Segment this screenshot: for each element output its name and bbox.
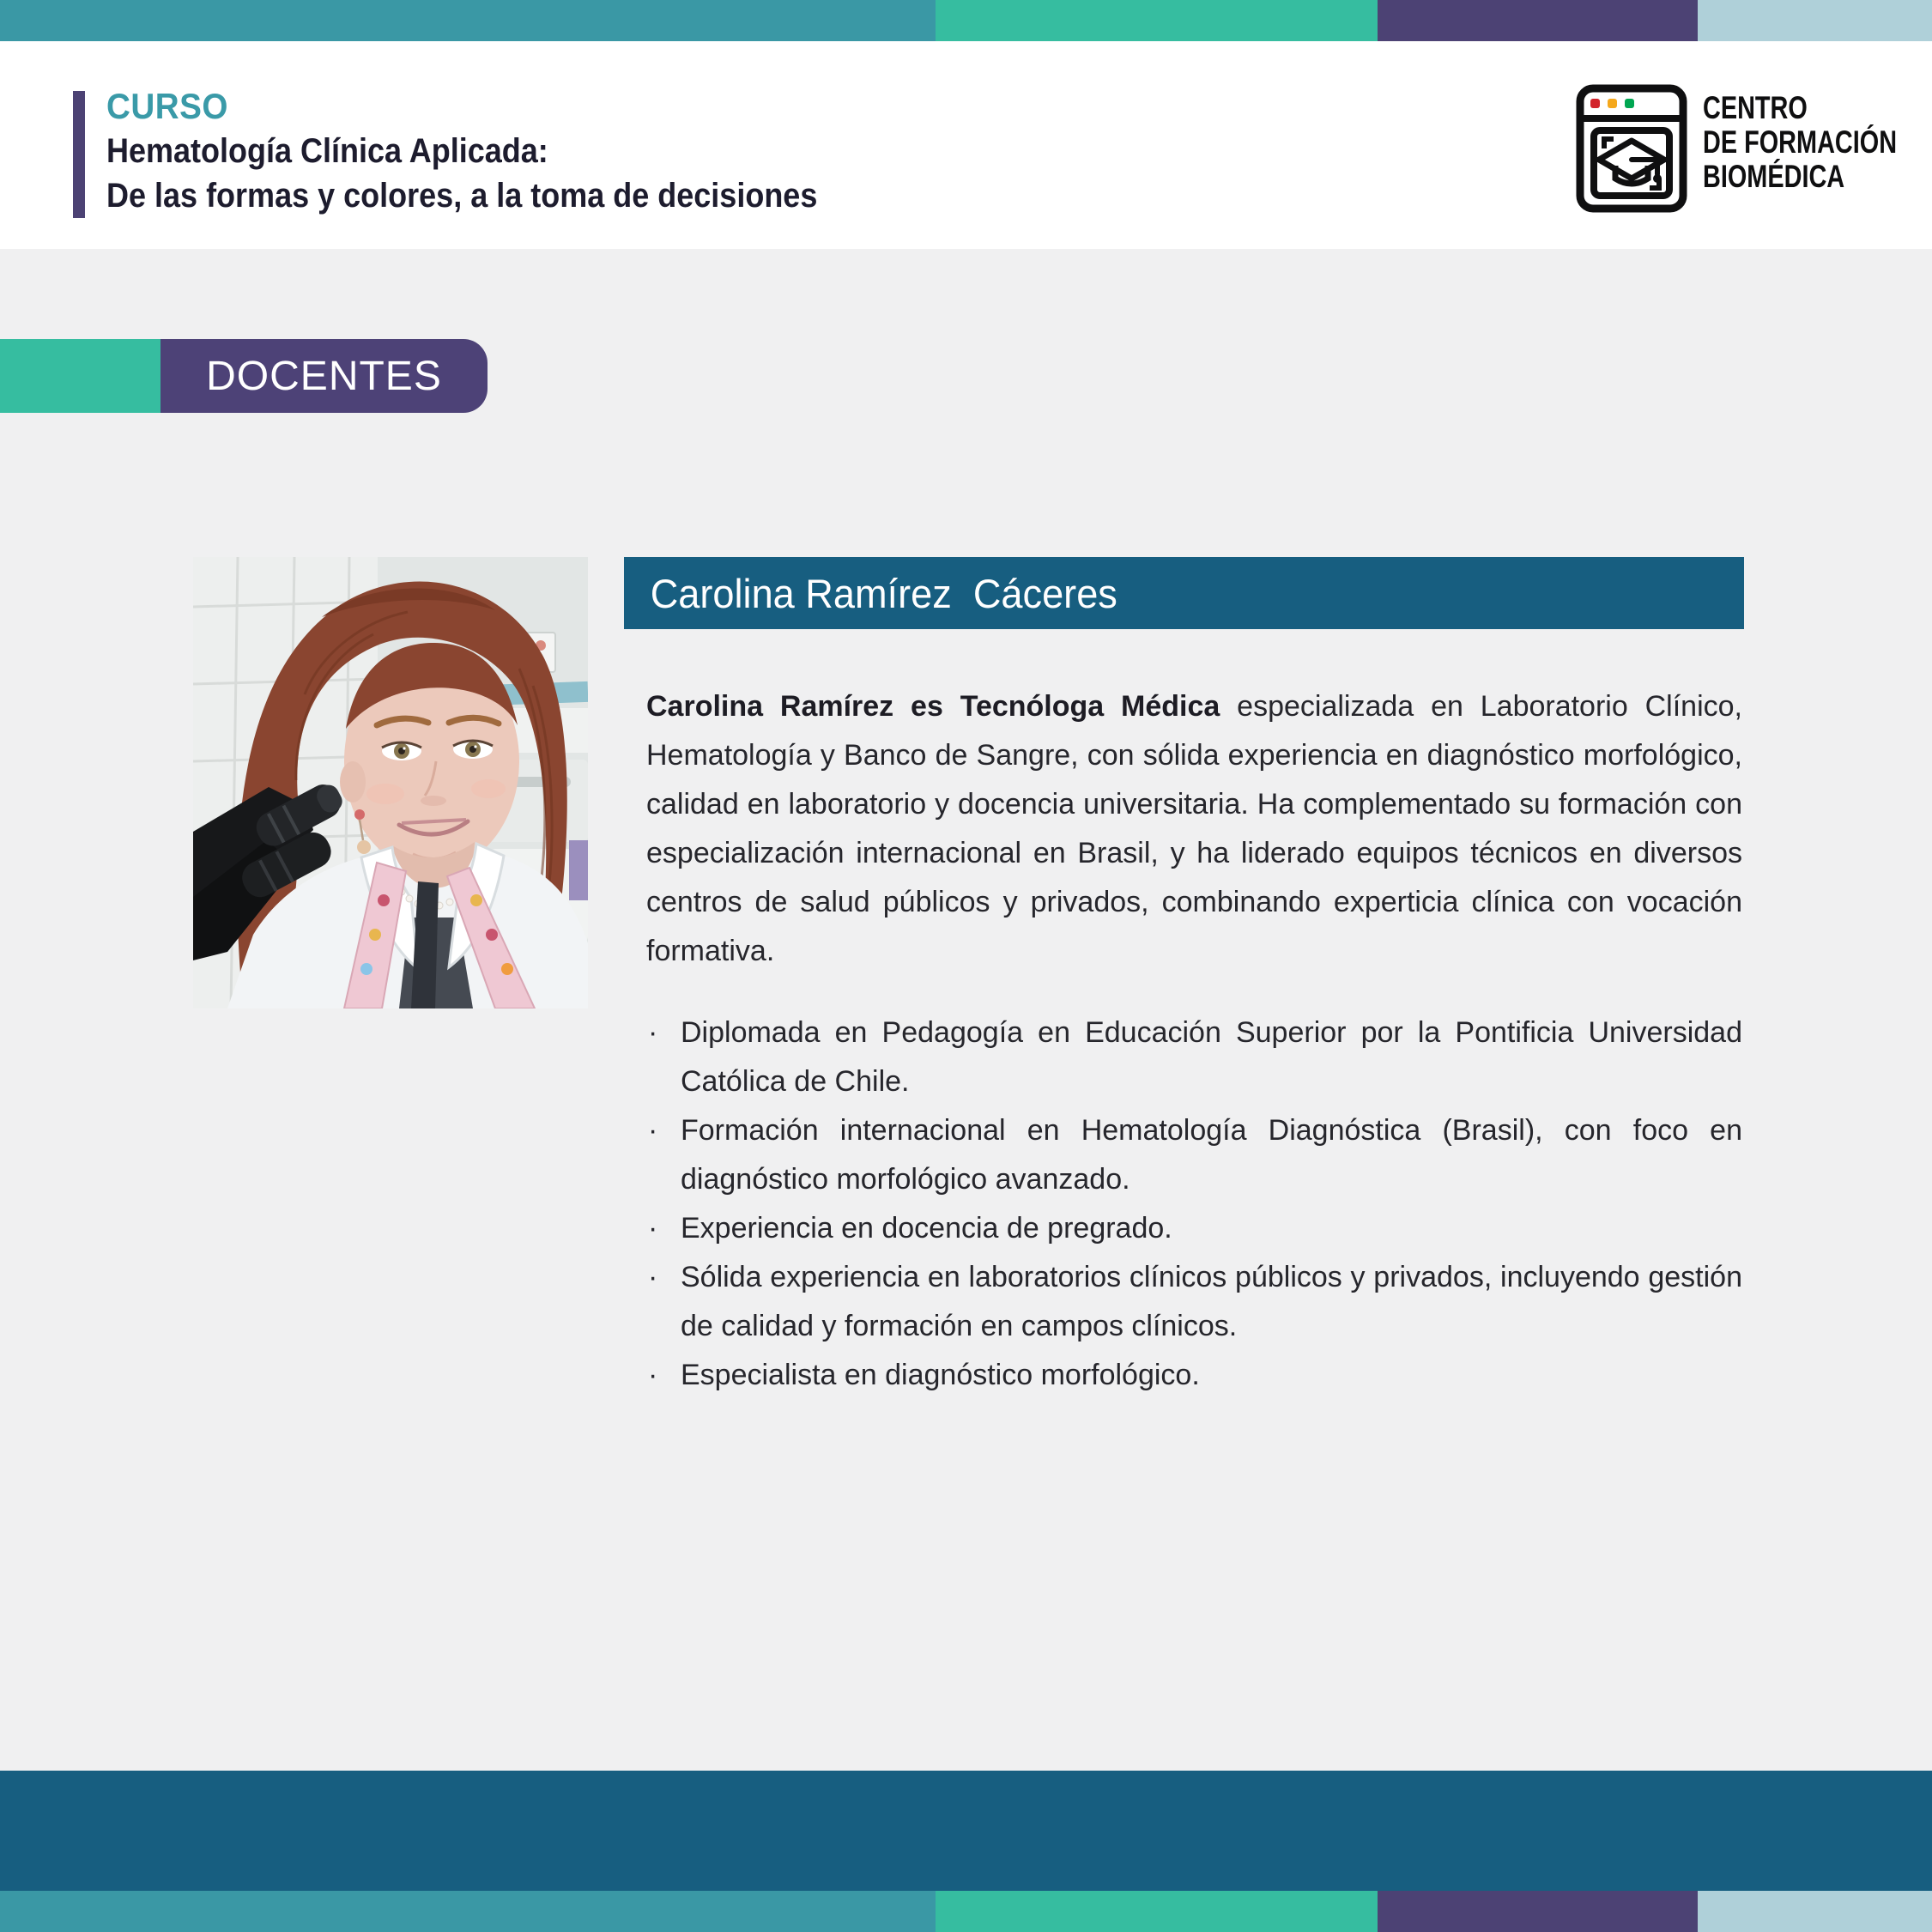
teacher-name-banner: [624, 557, 1744, 629]
strip-segment-purple: [1378, 0, 1698, 41]
docentes-banner-green-accent: [0, 339, 160, 413]
list-item-text: Formación internacional en Hematología Diagnóstica (Brasil), con foco en diagnóstico morfológico avanzado.: [681, 1114, 1742, 1196]
list-item-text: Sólida experiencia en laboratorios clínicos públicos y privados, incluyendo gestión de calidad y formación en campos clínicos.: [681, 1261, 1742, 1342]
teacher-name: Carolina Ramírez Cáceres: [650, 570, 1117, 616]
header-accent-bar: [73, 91, 85, 218]
logo-line2: DE FORMACIÓN: [1703, 124, 1898, 160]
strip-segment-teal: [0, 1891, 936, 1932]
bullet-dot-icon: ·: [648, 1114, 658, 1147]
bottom-color-strip: [0, 1891, 1932, 1932]
bullet-dot-icon: ·: [648, 1212, 658, 1245]
docentes-banner: [160, 339, 488, 413]
strip-segment-mint: [936, 1891, 1378, 1932]
teacher-photo: [193, 557, 588, 1008]
strip-segment-teal: [0, 0, 936, 41]
teacher-bio-rest: especializada en Laboratorio Clínico, Hematología y Banco de Sangre, con sólida experiencia en diagnóstico morfológico, calidad en laboratorio y docencia universitaria. Ha complementado su formación con especialización internacional en Brasil, y ha liderado equipos técnicos en diversos centros de salud públicos y privados, combinando experticia clínica con vocación formativa.: [646, 690, 1742, 967]
list-item: [646, 1106, 1742, 1204]
section-title: DOCENTES: [206, 353, 442, 399]
footer-band: [0, 1771, 1932, 1891]
list-item: [646, 1008, 1742, 1106]
strip-segment-lightblue: [1698, 1891, 1932, 1932]
strip-segment-purple: [1378, 1891, 1698, 1932]
list-item-text: Experiencia en docencia de pregrado.: [681, 1212, 1172, 1245]
course-title-line1: Hematología Clínica Aplicada:: [106, 132, 548, 170]
strip-segment-mint: [936, 0, 1378, 41]
course-title: [106, 129, 817, 218]
strip-segment-lightblue: [1698, 0, 1932, 41]
course-title-line2: De las formas y colores, a la toma de decisiones: [106, 177, 818, 215]
browser-graduation-cap-icon: [1576, 84, 1687, 213]
page-header: [0, 41, 1932, 249]
logo-line3: BIOMÉDICA: [1703, 159, 1845, 194]
bullet-dot-icon: ·: [648, 1359, 658, 1391]
list-item-text: Especialista en diagnóstico morfológico.: [681, 1359, 1200, 1391]
logo-line1: CENTRO: [1703, 90, 1808, 125]
teacher-credentials-list: [646, 1008, 1742, 1400]
logo-wordmark: [1703, 91, 1897, 194]
teacher-bio: [646, 682, 1742, 976]
teacher-profile: [624, 557, 1744, 1400]
list-item: [646, 1253, 1742, 1351]
list-item: [646, 1351, 1742, 1400]
bullet-dot-icon: ·: [648, 1261, 658, 1293]
bullet-dot-icon: ·: [648, 1016, 658, 1049]
course-kicker: CURSO: [106, 86, 228, 126]
teacher-bio-bold: Carolina Ramírez es Tecnóloga Médica: [646, 690, 1220, 723]
list-item: [646, 1204, 1742, 1253]
centro-formacion-biomedica-logo: [1576, 84, 1932, 213]
top-color-strip: [0, 0, 1932, 41]
list-item-text: Diplomada en Pedagogía en Educación Superior por la Pontificia Universidad Católica de Chile.: [681, 1016, 1742, 1098]
